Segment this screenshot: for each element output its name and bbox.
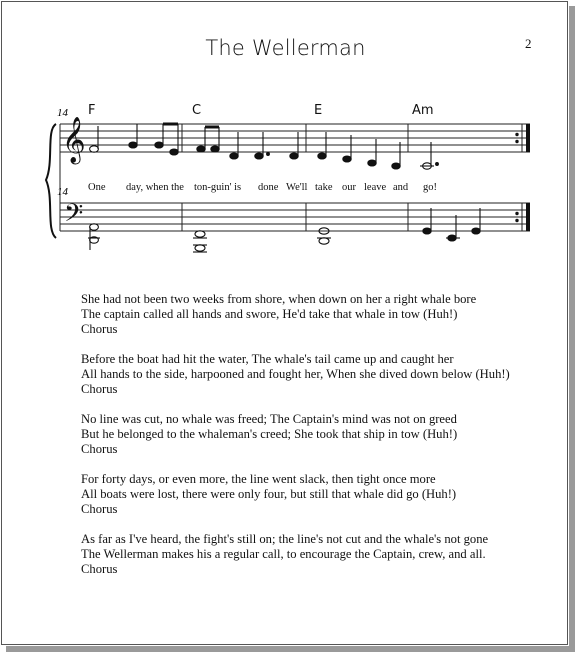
lyric-line: All boats were lost, there were only four, but still that whale did go (Huh!) — [81, 487, 457, 501]
chorus-label: Chorus — [81, 502, 118, 516]
music-score — [2, 2, 569, 262]
lyric-line: She had not been two weeks from shore, when down on her a right whale bore — [81, 292, 477, 306]
page-shadow-bottom — [6, 646, 575, 652]
lyric-syllable: go! — [423, 182, 437, 193]
chord-symbol: C — [192, 103, 202, 118]
lyric-line: The captain called all hands and swore, He'd take that whale in tow (Huh!) — [81, 307, 458, 321]
chorus-label: Chorus — [81, 382, 118, 396]
barlines — [60, 124, 522, 231]
song-title: The Wellerman — [205, 36, 366, 60]
repeat-end-barline-icon — [515, 124, 530, 231]
bass-clef-icon: 𝄢 — [64, 199, 84, 234]
page-number: 2 — [525, 36, 532, 51]
lyric-syllable: done — [258, 182, 279, 193]
chord-symbol: F — [88, 103, 96, 118]
lyric-syllable: One — [88, 182, 106, 193]
bass-notes — [88, 208, 480, 252]
measure-number: 14 — [57, 186, 68, 198]
lyric-line: As far as I've heard, the fight's still on; the line's not cut and the whale's not gone — [81, 532, 489, 546]
verse-stanza — [81, 352, 551, 397]
lyric-line: For forty days, or even more, the line went slack, then tight once more — [81, 472, 436, 486]
lyric-syllable: ton-guin' is — [194, 182, 242, 193]
lyric-syllable: We'll — [286, 182, 308, 193]
page-shadow-right — [569, 6, 575, 648]
lyric-syllable: our — [342, 182, 356, 193]
lyric-line: No line was cut, no whale was freed; The Captain's mind was not on greed — [81, 412, 457, 426]
verse-stanza — [81, 532, 551, 577]
chorus-label: Chorus — [81, 562, 118, 576]
verse-stanza — [81, 292, 551, 337]
verse-stanza — [81, 412, 551, 457]
bass-staff — [60, 203, 530, 231]
chorus-label: Chorus — [81, 442, 118, 456]
chorus-label: Chorus — [81, 322, 118, 336]
lyric-syllable: leave — [364, 182, 387, 193]
measure-number: 14 — [57, 107, 68, 119]
lyric-syllable: and — [393, 182, 409, 193]
lyric-syllable: take — [315, 182, 333, 193]
lyric-line: Before the boat had hit the water, The whale's tail came up and caught her — [81, 352, 454, 366]
treble-clef-icon: 𝄞 — [62, 117, 86, 163]
lyric-line: But he belonged to the whaleman's creed; She took that ship in tow (Huh!) — [81, 427, 458, 441]
lyric-line: The Wellerman makes his a regular call, to encourage the Captain, crew, and all. — [81, 547, 486, 561]
grand-staff-brace — [46, 124, 56, 238]
lyrics-verses — [81, 292, 551, 592]
lyric-line: All hands to the side, harpooned and fought her, When she dived down below (Huh!) — [81, 367, 510, 381]
verse-stanza — [81, 472, 551, 517]
chord-symbol: Am — [412, 103, 434, 118]
sheet-music-page — [1, 1, 568, 645]
lyric-syllable: day, when the — [126, 182, 184, 193]
chord-symbol: E — [314, 103, 323, 118]
